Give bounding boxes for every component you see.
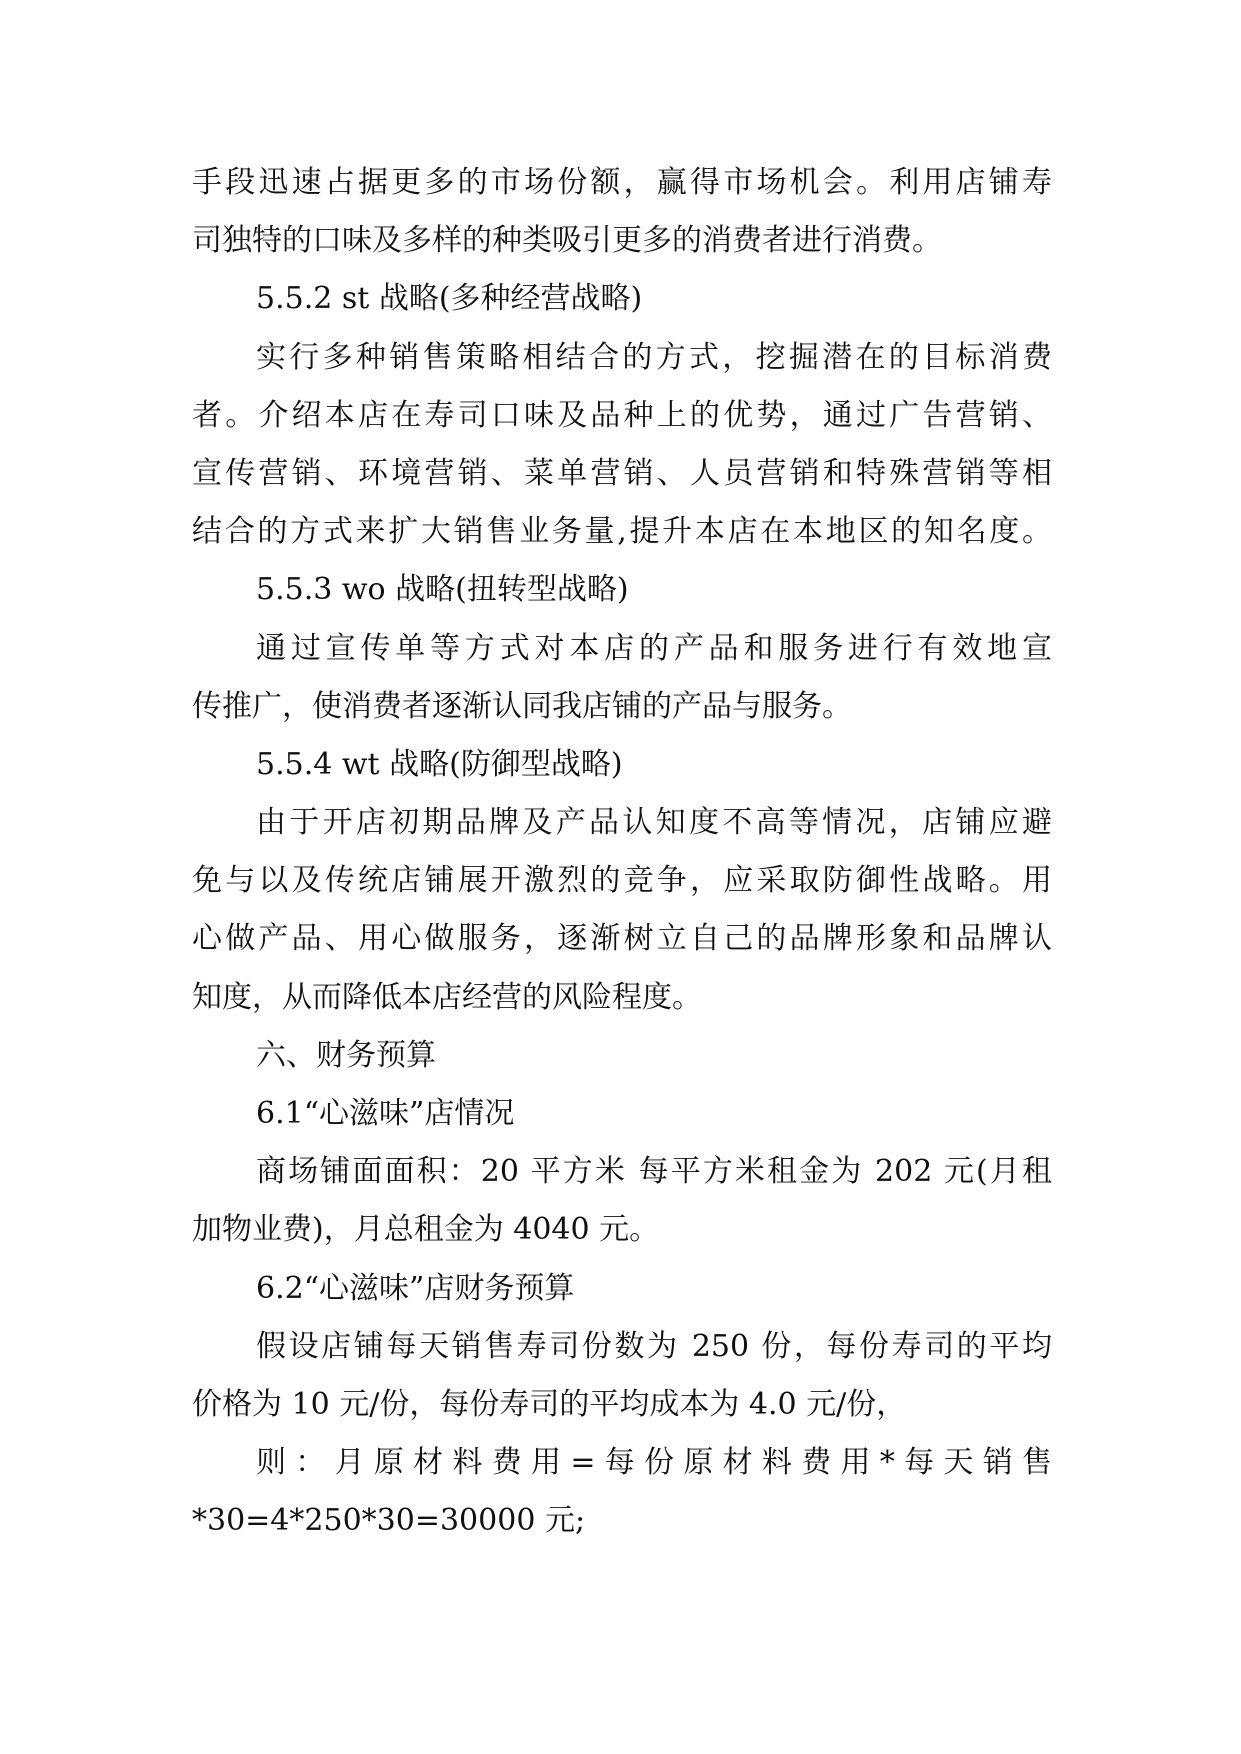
text-line: *30=4*250*30=30000 元; bbox=[192, 1503, 586, 1539]
text-line: 传推广，使消费者逐渐认同我店铺的产品与服务。 bbox=[192, 688, 852, 724]
text-line: 六、财务预算 bbox=[256, 1037, 436, 1073]
text-line: 知度，从而降低本店经营的风险程度。 bbox=[192, 979, 702, 1015]
text-line: 司独特的口味及多样的种类吸引更多的消费者进行消费。 bbox=[192, 223, 942, 259]
text-line: 手段迅速占据更多的市场份额，赢得市场机会。利用店铺寿 bbox=[192, 165, 1052, 200]
text-line: 者。介绍本店在寿司口味及品种上的优势，通过广告营销、 bbox=[192, 397, 1052, 433]
text-line: 5.5.4 wt 战略(防御型战略) bbox=[256, 746, 623, 782]
text-line: 价格为 10 元/份，每份寿司的平均成本为 4.0 元/份， bbox=[192, 1386, 907, 1422]
text-line: 则：月原材料费用=每份原材料费用*每天销售 bbox=[256, 1445, 1052, 1481]
text-line: 通过宣传单等方式对本店的产品和服务进行有效地宣 bbox=[256, 630, 1052, 666]
text-line: 心做产品、用心做服务，逐渐树立自己的品牌形象和品牌认 bbox=[192, 921, 1052, 957]
text-line: 6.1“心滋味”店情况 bbox=[256, 1096, 515, 1131]
text-line: 实行多种销售策略相结合的方式，挖掘潜在的目标消费 bbox=[256, 339, 1052, 375]
text-line: 加物业费)，月总租金为 4040 元。 bbox=[192, 1212, 660, 1248]
text-line: 商场铺面面积：20 平方米 每平方米租金为 202 元(月租 bbox=[256, 1154, 1052, 1190]
text-line: 免与以及传统店铺展开激烈的竞争，应采取防御性战略。用 bbox=[192, 863, 1052, 899]
text-line: 5.5.2 st 战略(多种经营战略) bbox=[256, 281, 643, 317]
text-line: 宣传营销、环境营销、菜单营销、人员营销和特殊营销等相 bbox=[192, 455, 1052, 491]
text-line: 6.2“心滋味”店财务预算 bbox=[256, 1270, 575, 1306]
text-line: 5.5.3 wo 战略(扭转型战略) bbox=[256, 572, 629, 608]
document-body bbox=[192, 154, 1052, 1551]
text-line: 假设店铺每天销售寿司份数为 250 份，每份寿司的平均 bbox=[256, 1328, 1052, 1364]
text-line: 结合的方式来扩大销售业务量,提升本店在本地区的知名度。 bbox=[192, 514, 1052, 550]
text-line: 由于开店初期品牌及产品认知度不高等情况，店铺应避 bbox=[256, 805, 1052, 841]
